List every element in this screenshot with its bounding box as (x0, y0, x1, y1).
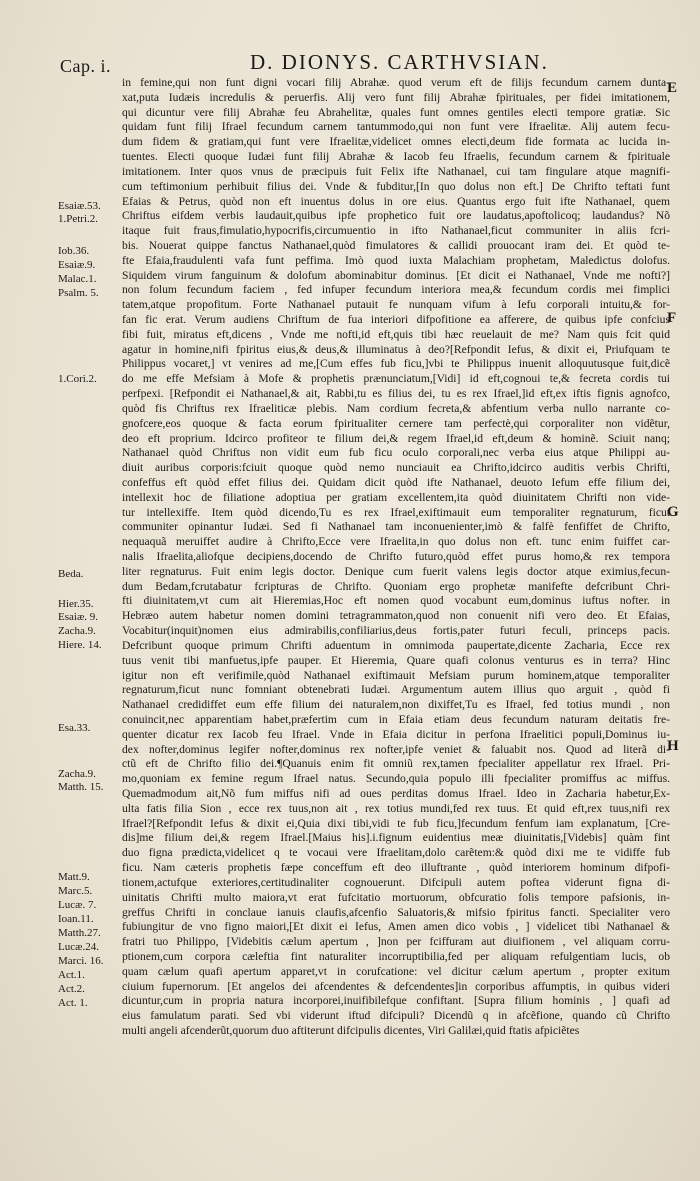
text-line: liter regnaturus. Fuit enim legis doctor. Denique cum fuerit valens legis doctor atque eximius,fecun- (122, 564, 670, 578)
marginal-note: Marc.5. (58, 885, 93, 897)
text-line: Nathanael quòd Chriftus non vidit eum fub ficu oculo corporali,nec verba eius atque Philippi au- (122, 446, 670, 460)
text-line: deo eft proprium. Idcirco profiteor te filium dei,& regem Ifrael,id eft,deum & hominẽ. Sciuit nanq; (122, 431, 670, 445)
text-line: Ifrael?[Refpondit Iefus & dixit ei,Quia dixi tibi,vidi te fub ficu,]fecundum fenfum iam explanatum, [Cre- (122, 816, 670, 830)
marginal-note: Act.2. (58, 983, 85, 995)
text-line: mo,quoniam ex femine regum Ifrael natus. Secundo,quia populo illi fpecialiter promiffus ac miffus. (122, 772, 670, 786)
text-line: conuincit,nec apparentiam habet,præfertim cum in Efaia etiam deus fecundum naturam deitatis fre- (122, 712, 670, 726)
section-letter: E (667, 80, 678, 96)
text-line: ficu. Nam cæteris prophetis fæpe conceffum eft deo illuftrante , quòd interiorem hominum difpofi- (122, 861, 670, 875)
text-line: tuentes. Electi quoque Iudæi funt filij Abrahæ & Iacob feu Ifraelis, fecundum carnem & fpirituale (122, 150, 670, 164)
marginal-note: Malac.1. (58, 273, 97, 285)
text-line: ulta fatis filia Sion , ecce rex tuus,non ait , rex totius mundi,fed rex tuus. Et quid eft,rex tuus,nifi rex (122, 801, 670, 815)
text-line: eius famulatum parati. Sed vbi viderunt iftud difcipuli? Dicendũ q in afcẽfione, quando cũ Chrifto (122, 1009, 670, 1023)
text-line: Siquidem virum fanguinum & dolofum abominabitur dominus. [Et dicit ei Nathanael, Vnde me nofti?] (122, 268, 670, 282)
marginal-note: Act. 1. (58, 997, 88, 1009)
text-line: fubiungitur de vno figno maiori,[Et dixit ei Iefus, Amen amen dico vobis , ] videlicet tibi Nathanael & (122, 920, 670, 934)
text-line: dum Bedam,fcrutabatur fcripturas de Chrifto. Quoniam ergo prophetæ manifefte defcribunt Chri- (122, 579, 670, 593)
marginal-note: 1.Petri.2. (58, 213, 99, 225)
marginal-note: Matth.27. (58, 927, 101, 939)
text-line: fibi fuit, miratus eft,dicens , Vnde me nofti,id eft,quis tibi hæc reuelauit de me? Nam quis fcit quid (122, 327, 670, 341)
text-line: imitationem. Inter quos vnus de præcipuis fuit Felix ifte Nathanael, cui tam fingulare atque magnifi- (122, 164, 670, 178)
text-line: regnaturum,ficut nunc fomniant obtenebrati Iudæi. Argumentum autem illius quo arguit , quòd fi (122, 683, 670, 697)
text-line: igitur non eft verifimile,quòd Nathanael exiftimauit Mefsiam purum hominem,atque temporaliter (122, 668, 670, 682)
section-letter: G (667, 504, 679, 520)
text-line: confeffus eft quòd effet filius dei. Quidam dicit quòd ifte Nathanael, deuoto Iefum effe filium dei, (122, 475, 670, 489)
marginal-note: Zacha.9. (58, 768, 96, 780)
text-line: nequaquã meruiffet audire à Chrifto,Ecce vere Ifraelita,in quo dolus non eft. tunc enim fuiffet car- (122, 535, 670, 549)
text-line: bis. Nouerat quippe fanctus Nathanael,quòd fimulatores & callidi prouocant iram dei. Et quòd te- (122, 238, 670, 252)
text-line: Nathanael credidiffet eum effe filium dei naturalem,non dixiffet,Tu es Ifrael, fed totius mundi , non (122, 698, 670, 712)
marginal-note: Beda. (58, 568, 84, 580)
text-line: multi angeli afcenderũt,quorum duo aftiterunt difcipulis dicentes, Viri Galilæi,quid ftatis afpiciẽtes (122, 1024, 580, 1037)
marginal-note: Hiere. 14. (58, 639, 102, 651)
text-line: fan fic erat. Verum audiens Chriftum de fua interiori difpofitione ea afferere, de quibus ipfe confcius (122, 313, 670, 326)
text-line: quenter dicatur rex Iacob feu Ifrael. Vnde in Efaia dicitur in perfona Ifraelitici populi,Dominus iu- (122, 727, 670, 741)
marginal-note: Esa.33. (58, 722, 91, 734)
marginal-note: Psalm. 5. (58, 287, 99, 299)
marginal-note: Ioan.11. (58, 913, 94, 925)
marginal-note: Act.1. (58, 969, 85, 981)
section-letter: H (667, 738, 679, 754)
text-line: Hebræo autem habetur nomen domini tetragrammaton,quod non conuenit nifi vero deo. Et Efaias, (122, 609, 670, 623)
text-line: dis]me filium dei,& regem Ifrael.[Maius his].i.fignum euidentius meæ diuinitatis,[Videbis] quàm fint (122, 831, 670, 845)
marginal-note: Iob.36. (58, 245, 90, 257)
text-line: fte Efaia,fraudulenti vafa funt peffima. Imò quod iuxta Malachiam prophetam, Maledictus dolofus. (122, 253, 670, 267)
marginal-note: Esaiæ. 9. (58, 611, 99, 623)
text-line: cum teftimonium perhibuit filius dei. Vnde & fubditur,[In quo dolus non eft.] De Chrifto teftati funt (122, 179, 670, 193)
text-line: greffus Chrifti in conclaue ianuis claufis,afcenfio Saluatoris,& mifsio fpiritus fancti. Specialiter vero (122, 905, 670, 919)
text-line: quidam funt filij Ifrael fecundum carnem tantummodo,qui non funt vere Ifraelitæ. Alij autem fecu- (122, 120, 670, 134)
text-line: itaque fuit fraus,fimulatio,hypocrifis,circumuentio in ifto Nathanael,ficut communiter in aliis fcri- (122, 224, 670, 238)
marginal-note: 1.Cori.2. (58, 373, 97, 385)
marginal-note: Marci. 16. (58, 955, 104, 967)
text-line: ctũ eft de Chrifto filio dei.¶Quanuis enim fit omniũ rex,tamen fpecialiter appellatur rex Ifrael. Pri- (122, 757, 670, 771)
text-line: ciuium fupernorum. [Et angelos dei afcendentes & defcendentes]in corporibus affumptis, in quibus videri (122, 979, 670, 993)
text-line: xat,puta Iudæis incredulis & peruerfis. Alij vero funt filij Abrahæ fpirituales, per fidei imitationem, (122, 90, 670, 104)
text-line: dicuntur,cum in propria natura incorporei,inuifibilefque confiftant. [Supra filium hominis , ] quafi ad (122, 994, 670, 1008)
text-line: Philippus vocaret,] vt venires ad me,[Cum effes fub ficu,]vbi te Philippus inuenit alloquutusque fuit,dicẽ (122, 357, 670, 371)
text-line: diuit auribus corporis:fciuit quoque quòd nemo nunciauit ea Chrifto,idcirco auditis verbis Chrifti, (122, 461, 670, 475)
text-line: tionem,actufque exteriores,certitudinaliter cognouerunt. Difcipuli autem poftea viderunt figna di- (122, 875, 670, 889)
text-line: dum fidem & gratiam,qui funt vere Ifraelitæ,videlicet omnes electi,deum fide formata ac lucida in- (122, 135, 670, 149)
chapter-label: Cap. i. (60, 56, 111, 76)
text-line: agatur in homine,nifi fpiritus eius,& deus,& illuminatus à deo?[Refpondit Iefus, & dixit ei, Priufquam te (122, 342, 670, 356)
main-text (122, 76, 670, 1039)
marginal-note: Hier.35. (58, 598, 94, 610)
marginal-note: Matt.9. (58, 871, 90, 883)
text-line: perfpexi. [Refpondit ei Nathanael,& ait, Rabbi,tu es filius dei, tu es rex Ifrael,]id eft,ex iftis fignis agnofco, (122, 387, 670, 401)
running-title: D. DIONYS. CARTHVSIAN. (250, 50, 549, 74)
text-line: Vocabitur(inquit)nomen eius admirabilis,confiliarius,deus fortis,pater futuri feculi, princeps pacis. (122, 624, 670, 638)
text-line: qui dicuntur vere filij Abrahæ feu Abrahelitæ, quales funt omnes gentiles electi tempore gratiæ. Sic (122, 105, 670, 119)
text-line: Efaias & Petrus, quòd non eft inuentus dolus in ore eius. Quantus ergo fuit ifte Nathanael, quem (122, 194, 670, 208)
text-line: fti diuinitatem,vt cum ait Hieremias,Hoc eft nomen quod vocabunt eum,dominus iuftus nofter. in (122, 594, 670, 608)
text-line: intellexit hoc de filiatione adoptiua per gratiam excellentem,ita quòd diuinitatem Chrifti non vide- (122, 490, 670, 504)
text-line: do me effe Mefsiam à Mofe & prophetis prænunciatum,[Vidi] id eft,cognoui te,& fecreta cordis tui (122, 372, 670, 386)
marginal-note: Esaiæ.53. (58, 200, 101, 212)
text-line: duo figna prædicta,videlicet q te vocaui vere Ifraelitam,dolo carẽtem:& quòd dixi me te vidiffe fub (122, 846, 670, 860)
marginal-note: Esaiæ.9. (58, 259, 96, 271)
text-line: gnofcere,eos quoque & facta eorum fpiritualiter cernere tam perfectè,qui corporaliter non vidẽtur, (122, 416, 670, 430)
text-line: tur intellexiffe. Item quòd dicendo,Tu es rex Ifrael,exiftimauit eum temporaliter regnaturum, ficut (122, 505, 670, 519)
marginal-note: Lucæ. 7. (58, 899, 97, 911)
text-line: tuus venit tibi manfuetus,ipfe pauper. Et Hieremia, Quare quafi colonus venturus es in terra? Hinc (122, 653, 670, 667)
text-line: nalis Ifraelita,aliofque decipiens,docendo de Chrifto futuro,quòd effet purus homo,& rex tempora (122, 550, 670, 563)
text-line: ptionem,cum corpora cæleftia fint naturaliter incorruptibilia,fed per aliquam refulgentiam lucis, ob (122, 949, 670, 963)
text-line: communiter opinantur Iudæi. Sed fi Nathanael tam inconuenienter,imò & falfè fenfiffet de Chrifto, (122, 520, 670, 534)
text-line: tatem,atque propofitum. Forte Nathanael putauit fe nunquam vifum à Iefu corporali intuitu,& for- (122, 298, 670, 312)
text-line: dex nofter,dominus legifer nofter,dominus rex nofter,ipfe veniet & faluabit nos. Quod ad literã di- (122, 742, 670, 756)
text-line: fratri tuo Philippo, [Videbitis cælum apertum , ]non per fciffuram aut diuifionem , vel aliquam corru- (122, 935, 670, 949)
marginal-note: Lucæ.24. (58, 941, 99, 953)
text-line: Quemadmodum ait,Nõ fum miffus nifi ad oues perditas domus Ifrael. Ideo in Zacharia habetur,Ex- (122, 787, 670, 800)
marginal-note: Matth. 15. (58, 781, 104, 793)
text-line: Chriftus eifdem verbis laudauit,quibus ipfe prophetico fuit ore laudatus,apoftolicoq; laudandus? Nõ (122, 209, 670, 223)
text-line: quòd fis Chriftus rex Ifraeliticæ plebis. Nam cordium fecreta,& abfentium verba nullo narrante co- (122, 401, 670, 415)
text-line: Defcribunt quoque primum Chrifti aduentum in omnimoda paupertate,dicente Zacharia, Ecce rex (122, 638, 670, 652)
text-line: in femine,qui non funt digni vocari filij Abrahæ. quod verum eft de filijs fecundum carnem dunta- (122, 76, 670, 89)
text-line: non folum fecundum faciem , fed infuper fecundum interiora mea,& fecundum cordis mei fimplici (122, 283, 670, 297)
text-line: uinitatis Chrifti multo maiora,vt erat fufcitatio mortuorum, obfcuratio folis tempore pafsionis, in- (122, 890, 670, 904)
text-line: quam cælum quafi apertum apparet,vt in corufcatione: vel dicitur cælum apertum , propter exitum (122, 964, 670, 978)
marginal-note: Zacha.9. (58, 625, 96, 637)
section-letter: F (667, 310, 677, 326)
